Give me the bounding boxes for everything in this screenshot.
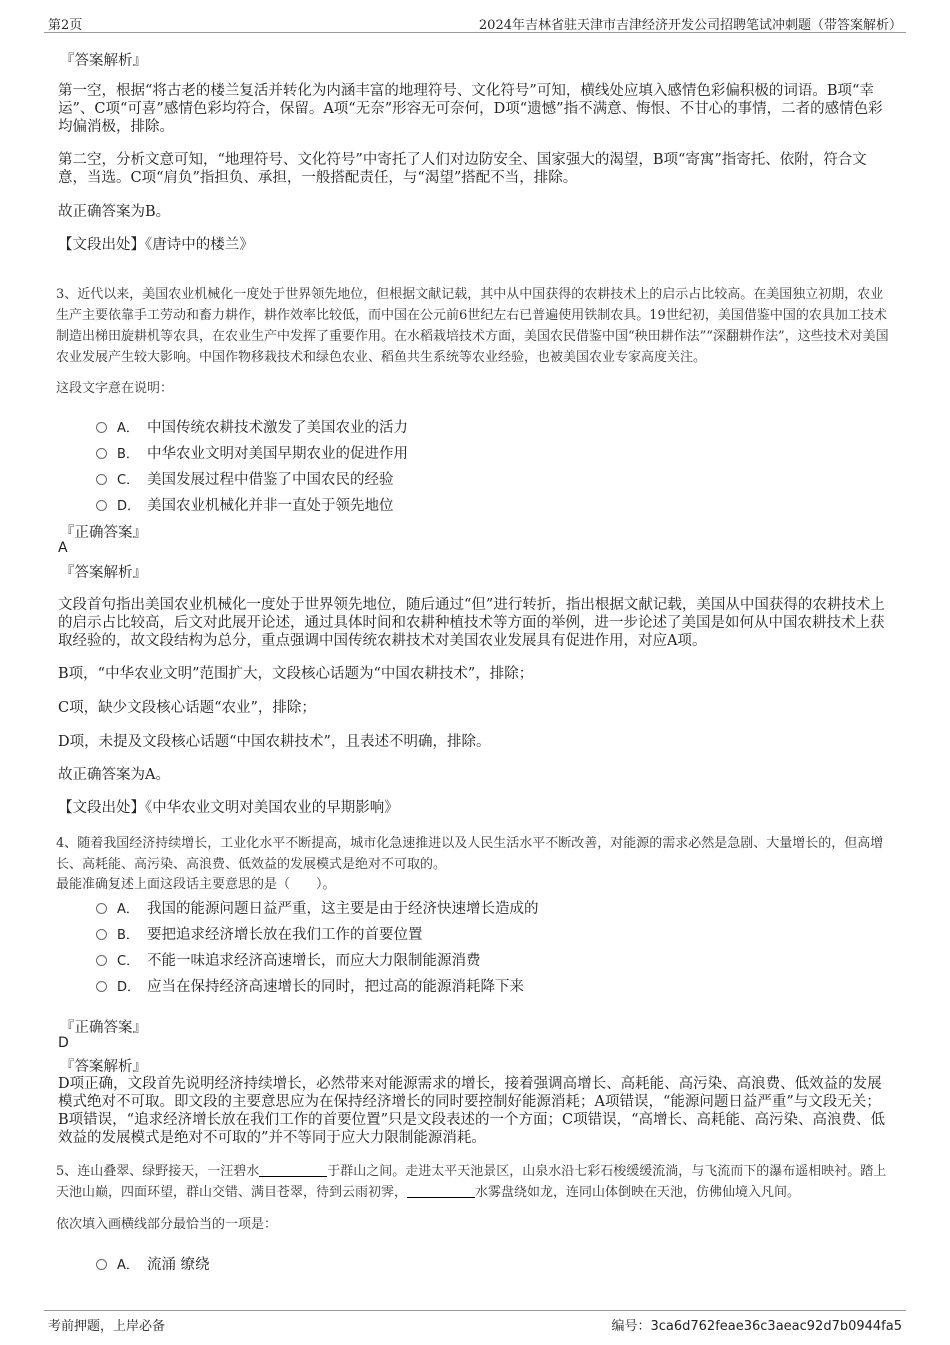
q3-conclusion: 故正确答案为A。 <box>58 767 170 783</box>
radio-icon[interactable] <box>96 500 107 511</box>
q2-analysis-p1: 第一空，根据“将古老的楼兰复活并转化为内涵丰富的地理符号、文化符号”可知，横线处应填入感情色彩偏积极的词语。B项“幸运”、C项“可喜”感情色彩均符合，保留。A项“无奈”形容无可奈何，D项“遗憾”指不满意、悔恨、不甘心的事情，二者的感情色彩均偏消极，排除。 <box>58 83 883 135</box>
q3-option-a[interactable]: A． 中国传统农耕技术激发了美国农业的活力 <box>96 416 408 437</box>
q3-option-c[interactable]: C． 美国发展过程中借鉴了中国农民的经验 <box>96 468 394 489</box>
q3-stem: 3、近代以来，美国农业机械化一度处于世界领先地位，但根据文献记载，其中从中国获得的农耕技术上的启示占比较高。在美国独立初期，农业生产主要依靠手工劳动和畜力耕作，耕作效率比较低，而中国在公元前6世纪左右已普遍使用铁制农具。19世纪初，美国借鉴中国的农具加工技术制造出梯田旋耕机等农具，在农业生产中发挥了重要作用。在水稻栽培技术方面，美国农民借鉴中国“秧田耕作法”“深翻耕作法”，这些技术对美国农业发展产生较大影响。中国作物移栽技术和绿色农业、稻鱼共生系统等农业经验，也被美国农业专家高度关注。 <box>56 287 889 365</box>
q3-answer: A <box>58 540 68 556</box>
q5-prompt: 依次填入画横线部分最恰当的一项是： <box>56 1217 278 1232</box>
q4-answer: D <box>58 1035 69 1051</box>
q3-analysis-label: 『答案解析』 <box>60 565 147 581</box>
document-code: 编号：3ca6d762feae36c3aeac92d7b0944fa5 <box>611 1319 902 1334</box>
q2-conclusion: 故正确答案为B。 <box>58 204 171 220</box>
q5-stem: 5、连山叠翠、绿野接天，一汪碧水 于群山之间。走进太平天池景区，山泉水沿七彩石梭缓缓流淌，与飞流而下的瀑布遥相映衬。踏上天池山巅，四面环望，群山交错、满目苍翠，待到云雨初霁， 水雾盘绕如龙，连同山体倒映在天池，仿佛仙境入凡间。 <box>56 1164 887 1200</box>
radio-icon[interactable] <box>96 448 107 459</box>
q3-option-b[interactable]: B． 中华农业文明对美国早期农业的促进作用 <box>96 442 408 463</box>
q4-option-d[interactable]: D． 应当在保持经济高速增长的同时，把过高的能源消耗降下来 <box>96 975 524 996</box>
q3-analysis-p1: 文段首句指出美国农业机械化一度处于世界领先地位，随后通过“但”进行转折，指出根据文献记载，美国从中国获得的农耕技术上的启示占比较高，后文对此展开论述，通过具体时间和农耕种植技术等方面的举例，进一步论述了美国是如何从中国农耕技术上获取经验的，故文段结构为总分，重点强调中国传统农耕技术对美国农业发展具有促进作用，对应A项。 <box>58 597 885 649</box>
q4-analysis-label: 『答案解析』 <box>60 1059 147 1075</box>
q3-analysis-p2: B项，“中华农业文明”范围扩大，文段核心话题为“中国农耕技术”，排除； <box>58 666 534 682</box>
q3-analysis-p4: D项，未提及文段核心话题“中国农耕技术”，且表述不明确，排除。 <box>58 734 491 750</box>
fill-blank-1 <box>259 1164 327 1177</box>
q4-stem: 4、随着我国经济持续增长，工业化水平不断提高，城市化急速推进以及人民生活水平不断改善，对能源的需求必然是急剧、大量增长的，但高增长、高耗能、高污染、高浪费、低效益的发展模式是绝对不可取的。 <box>56 836 884 872</box>
q4-option-a[interactable]: A． 我国的能源问题日益严重，这主要是由于经济快速增长造成的 <box>96 897 539 918</box>
q3-analysis-p3: C项，缺少文段核心话题“农业”，排除； <box>58 700 316 716</box>
q3-option-d[interactable]: D． 美国农业机械化并非一直处于领先地位 <box>96 494 394 515</box>
footer-slogan: 考前押题，上岸必备 <box>48 1319 166 1334</box>
page-number: 第2页 <box>48 18 83 33</box>
radio-icon[interactable] <box>96 1259 107 1270</box>
q3-prompt: 这段文字意在说明： <box>56 381 174 396</box>
radio-icon[interactable] <box>96 981 107 992</box>
q4-correct-label: 『正确答案』 <box>60 1020 147 1036</box>
q2-source: 【文段出处】《唐诗中的楼兰》 <box>58 237 254 253</box>
radio-icon[interactable] <box>96 955 107 966</box>
q2-analysis-p2: 第二空，分析文意可知，“地理符号、文化符号”中寄托了人们对边防安全、国家强大的渴望，B项“寄寓”指寄托、依附，符合文意，当选。C项“肩负”指担负、承担，一般搭配责任，与“渴望”搭配不当，排除。 <box>58 152 867 186</box>
q4-analysis: D项正确，文段首先说明经济持续增长，必然带来对能源需求的增长，接着强调高增长、高耗能、高污染、高浪费、低效益的发展模式绝对不可取。即文段的主要意思应为在保持经济增长的同时要控制好能源消耗；A项错误，“能源问题日益严重”与文段无关；B项错误，“追求经济增长放在我们工作的首要位置”只是文段表述的一个方面；C项错误，“高增长、高耗能、高污染、高浪费、低效益的发展模式是绝对不可取的”并不等同于应大力限制能源消耗。 <box>58 1076 885 1146</box>
document-title: 2024年吉林省驻天津市吉津经济开发公司招聘笔试冲刺题（带答案解析） <box>478 18 902 33</box>
radio-icon[interactable] <box>96 474 107 485</box>
q2-analysis-label: 『答案解析』 <box>60 53 147 69</box>
q4-prompt: 最能准确复述上面这段话主要意思的是（ ）。 <box>56 877 336 892</box>
page-header <box>44 12 906 33</box>
radio-icon[interactable] <box>96 422 107 433</box>
radio-icon[interactable] <box>96 929 107 940</box>
page-footer <box>44 1310 906 1335</box>
fill-blank-2 <box>407 1185 475 1198</box>
q3-source: 【文段出处】《中华农业文明对美国农业的早期影响》 <box>58 800 399 816</box>
q4-option-c[interactable]: C． 不能一味追求经济高速增长，而应大力限制能源消费 <box>96 949 481 970</box>
radio-icon[interactable] <box>96 903 107 914</box>
q4-option-b[interactable]: B． 要把追求经济增长放在我们工作的首要位置 <box>96 923 423 944</box>
q3-correct-label: 『正确答案』 <box>60 525 147 541</box>
q5-option-a[interactable]: A． 流涌 缭绕 <box>96 1253 210 1274</box>
